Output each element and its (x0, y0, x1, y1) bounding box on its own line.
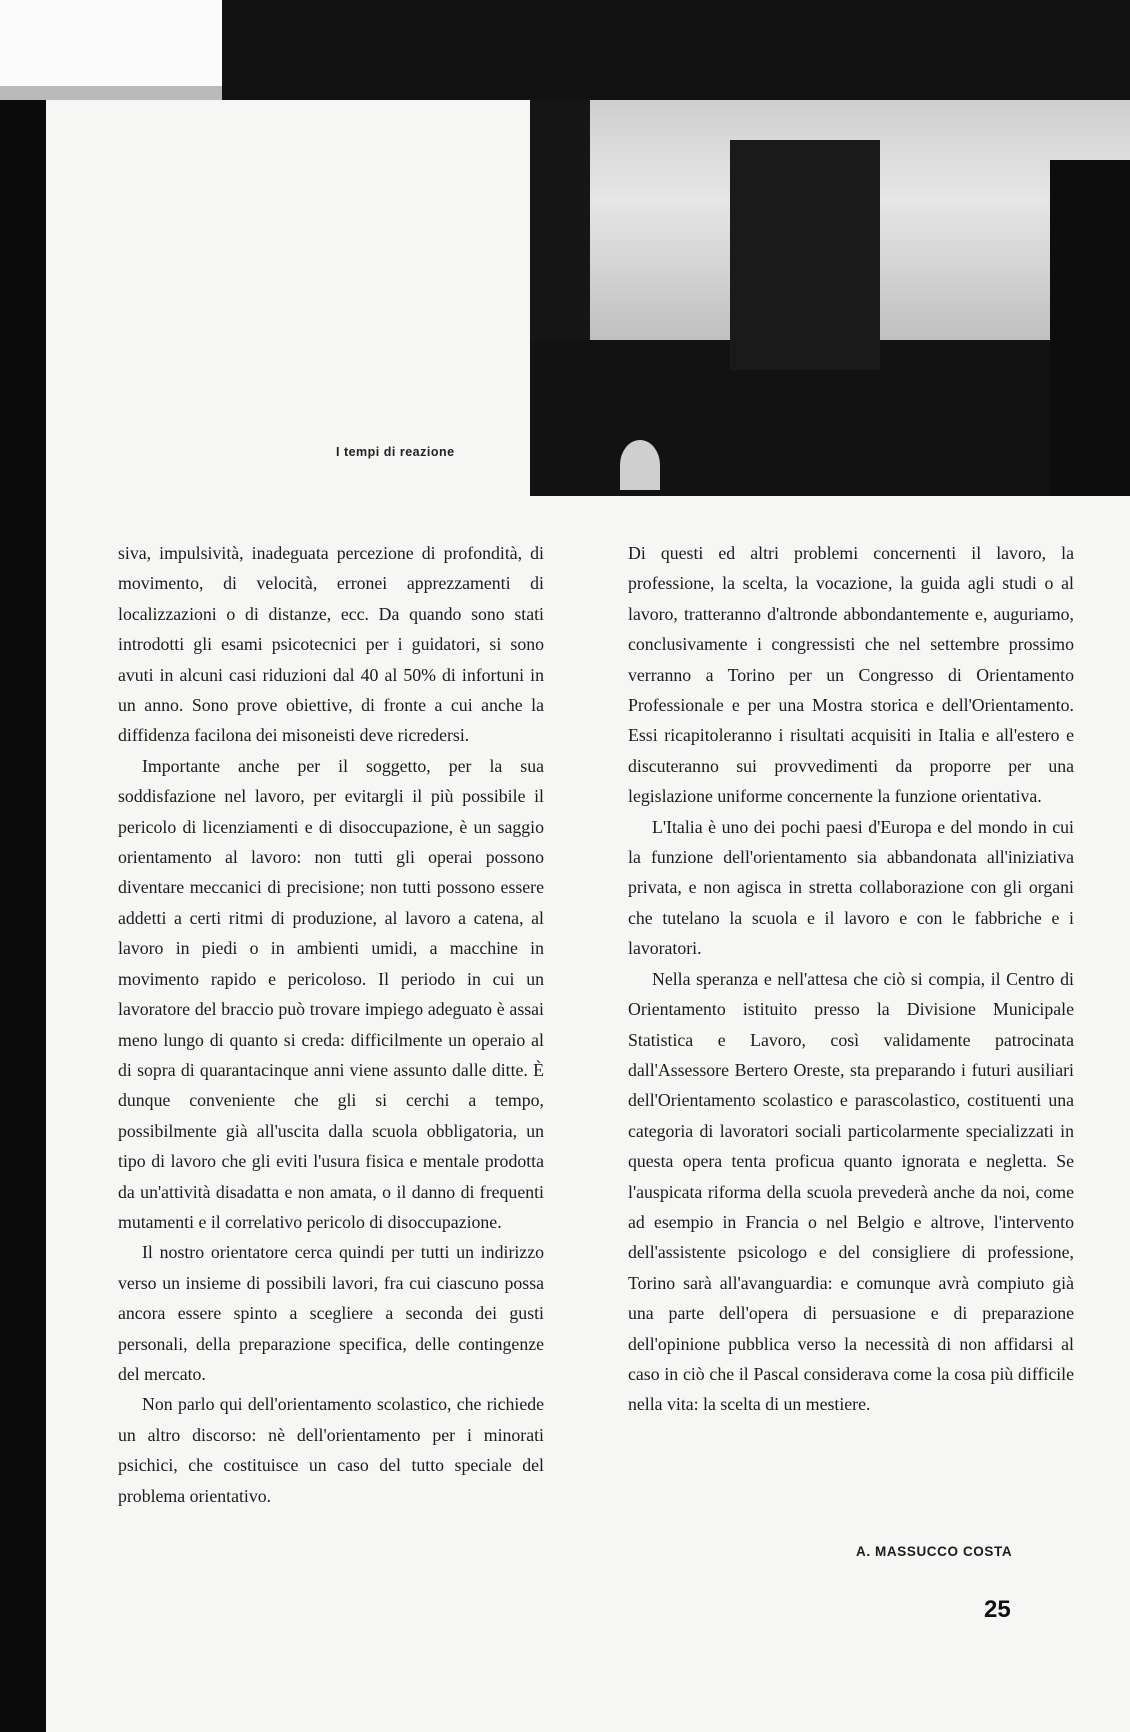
paragraph: Di questi ed altri problemi concernenti il lavoro, la professione, la scelta, la vocazione, la guida agli studi o al lavoro, tratteranno d'altronde abbondantemente e, auguriamo, conclusivamente i congressisti che nel settembre prossimo verranno a Torino per un Congresso di Orientamento Professionale e per una Mostra storica e dell'Orientamento. Essi ricapitoleranno i risultati acquisiti in Italia e all'estero e discuteranno sui provvedimenti da proporre per una legislazione uniforme concernente la funzione orientativa. (628, 543, 1074, 807)
photograph (530, 100, 1130, 496)
photo-lamp (620, 440, 660, 490)
photo-figure (1050, 160, 1130, 496)
author-signature: A. MASSUCCO COSTA (856, 1544, 1013, 1559)
paragraph: siva, impulsività, inadeguata percezione di profondità, di movimento, di velocità, erronei apprezzamenti di localizzazioni o di distanze, ecc. Da quando sono stati introdotti gli esami psicotecnici per i guidatori, si sono avuti in alcuni casi riduzioni dal 40 al 50% di infortuni in un anno. Sono prove obiettive, di fronte a cui anche la diffidenza facilona dei misoneisti deve ricredersi. (118, 543, 544, 746)
paragraph: Non parlo qui dell'orientamento scolastico, che richiede un altro discorso: nè dell'orientamento per i minorati psichici, che costituisce un caso del tutto speciale del problema orientativo. (118, 1394, 544, 1506)
paragraph: L'Italia è uno dei pochi paesi d'Europa e del mondo in cui la funzione dell'orientamento sia abbandonata all'iniziativa privata, e non agisca in stretta collaborazione con gli organi che tutelano la scuola e il lavoro e con le fabbriche e i lavoratori. (628, 816, 1074, 959)
paragraph: Il nostro orientatore cerca quindi per tutti un indirizzo verso un insieme di possibili lavori, fra cui ciascuno possa ancora essere spinto a scegliere a seconda dei gusti personali, della preparazione specifica, delle contingenze del mercato. (118, 1242, 544, 1384)
photo-caption: I tempi di reazione (336, 445, 455, 459)
scan-top-left-shadow (0, 86, 222, 100)
paragraph: Nella speranza e nell'attesa che ciò si compia, il Centro di Orientamento istituito presso la Divisione Municipale Statistica e Lavoro, così validamente patrocinata dall'Assessore Bertero Oreste, sta preparando i futuri ausiliari dell'Orientamento scolastico e parascolastico, costituenti una categoria di lavoratori sociali particolarmente specializzati in questa opera tenta proficua quanto ignorata e negletta. Se l'auspicata riforma della scuola prevederà anche da noi, come ad esempio in Francia o nel Belgio e altrove, l'intervento dell'assistente psicologo e del consigliere di professione, Torino sarà all'avanguardia: e comunque avrà compiuto già una parte dell'opera di persuasione e di preparazione dell'opinione pubblica verso la necessità di non affidarsi al caso in ciò che il Pascal considerava come la cosa più difficile nella vita: la scelta di un mestiere. (628, 968, 1074, 1415)
page-number: 25 (984, 1596, 1011, 1623)
photo-apparatus (730, 140, 880, 370)
magazine-page (46, 100, 1130, 1732)
scan-left-border (0, 100, 46, 1732)
left-column (118, 538, 544, 1511)
paragraph: Importante anche per il soggetto, per la sua soddisfazione nel lavoro, per evitargli il più possibile il pericolo di licenziamenti e di disoccupazione, è un saggio orientamento al lavoro: non tutti gli operai possono diventare meccanici di precisione; non tutti possono essere addetti a certi ritmi di produzione, al lavoro a catena, al lavoro in piedi o in ambienti umidi, a macchine in movimento rapido e pericoloso. Il periodo in cui un lavoratore del braccio può trovare impiego adeguato è assai meno lungo di quanto si creda: difficilmente un operaio al di sopra di quarantacinque anni viene assunto dalle ditte. È dunque conveniente che gli si cerchi a tempo, possibilmente già all'uscita dalla scuola obbligatoria, un tipo di lavoro che gli eviti l'usura fisica e mentale prodotta da un'attività disadatta e non amata, o il danno di frequenti mutamenti e il correlativo pericolo di disoccupazione. (118, 755, 544, 1232)
right-column (628, 538, 1074, 1420)
scan-top-left-margin (0, 0, 222, 86)
scan-top-border (0, 0, 1130, 100)
